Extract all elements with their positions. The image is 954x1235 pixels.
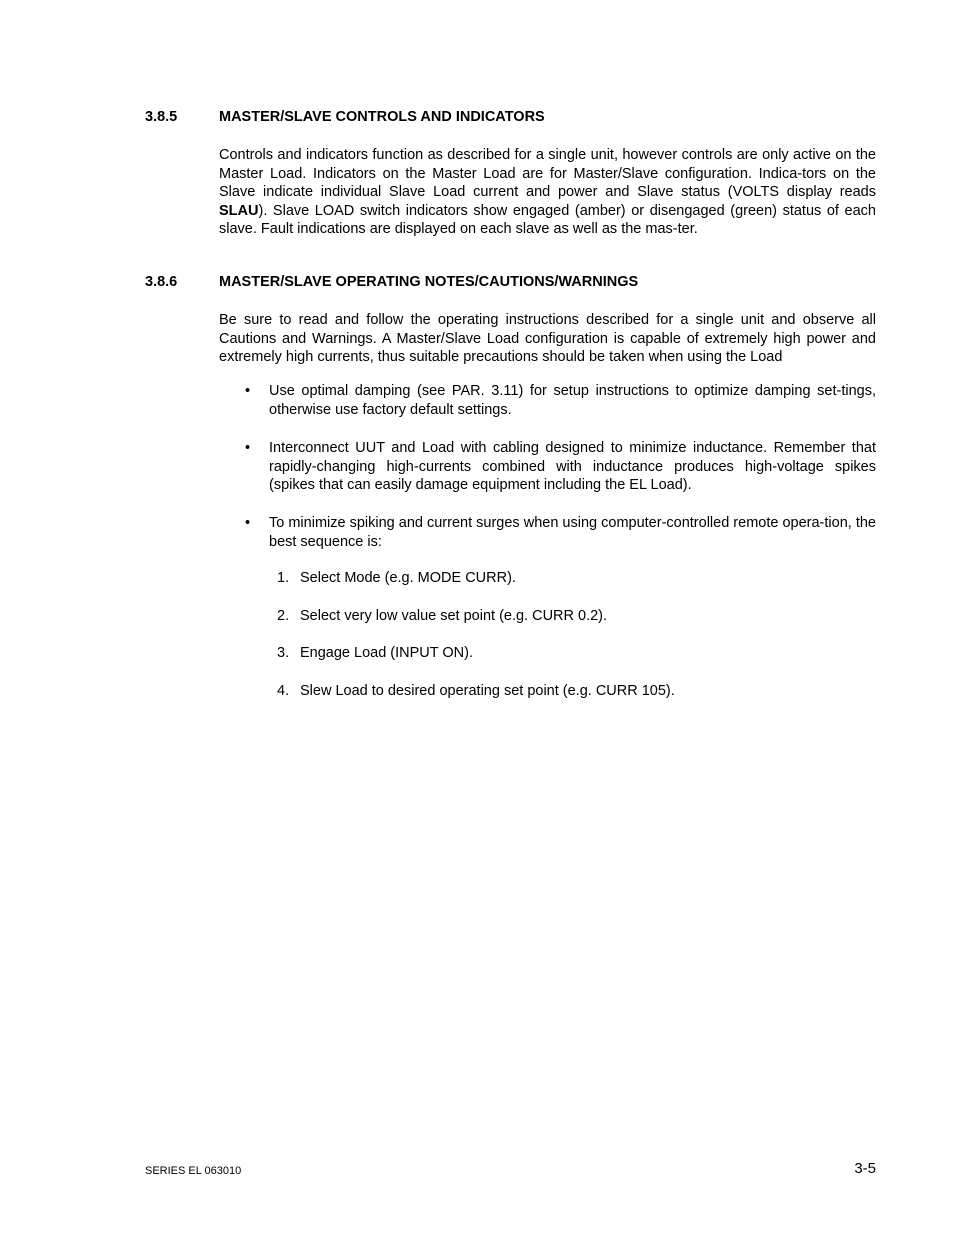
page-number: 3-5 [854, 1160, 876, 1177]
footer-series-label: SERIES EL 063010 [145, 1165, 242, 1177]
paragraph-text: ). Slave LOAD switch indicators show engaged (amber) or disengaged (green) status of each slave. Fault indications are displayed on each slave as well as the mas-ter. [219, 202, 876, 238]
paragraph-text: Controls and indicators function as described for a single unit, however controls are only active on the Master Load. Indicators on the Master Load are for Master/Slave configuration. Indica-tors on the Slave indicate individual Slave Load current and power and Slave status (VOLTS display reads [219, 147, 876, 201]
step-text: Engage Load (INPUT ON). [300, 645, 474, 661]
bullet-text: Interconnect UUT and Load with cabling designed to minimize inductance. Remember that rapidly-changing high-currents combined with inductance produces high-voltage spikes (spikes that can easily damage equipment including the EL Load). [269, 440, 876, 494]
bullet-item [245, 514, 876, 551]
bullet-icon: • [245, 440, 251, 456]
step-text: Slew Load to desired operating set point (e.g. CURR 105). [300, 683, 675, 699]
section-number: 3.8.6 [145, 274, 178, 290]
numbered-step [277, 569, 876, 588]
section-title: MASTER/SLAVE CONTROLS AND INDICATORS [219, 109, 545, 125]
section-number: 3.8.5 [145, 109, 178, 125]
section-paragraph [219, 146, 876, 239]
bullet-item [245, 382, 876, 419]
step-number: 2. [277, 608, 290, 624]
bullet-icon: • [245, 383, 251, 399]
section-paragraph: Be sure to read and follow the operating instructions described for a single unit and observe all Cautions and Warnings. A Master/Slave Load configuration is capable of extremely high power and extremely high currents, thus suitable precautions should be taken when using the Load [219, 312, 876, 366]
bullet-text: To minimize spiking and current surges when using computer-controlled remote opera-tion, the best sequence is: [269, 515, 876, 550]
bullet-text: Use optimal damping (see PAR. 3.11) for setup instructions to optimize damping set-tings, otherwise use factory default settings. [269, 383, 876, 418]
step-number: 3. [277, 645, 290, 661]
section-heading-3-8-6 [145, 273, 638, 291]
section-title: MASTER/SLAVE OPERATING NOTES/CAUTIONS/WARNINGS [219, 274, 639, 290]
numbered-step [277, 682, 876, 701]
section-heading-3-8-5 [145, 108, 545, 126]
step-number: 1. [277, 570, 290, 586]
step-text: Select very low value set point (e.g. CURR 0.2). [300, 608, 608, 624]
bullet-item [245, 439, 876, 495]
step-number: 4. [277, 683, 290, 699]
slau-emphasis: SLAU [219, 202, 259, 219]
bullet-icon: • [245, 515, 251, 531]
numbered-step [277, 644, 876, 663]
numbered-step [277, 607, 876, 626]
step-text: Select Mode (e.g. MODE CURR). [300, 570, 516, 586]
